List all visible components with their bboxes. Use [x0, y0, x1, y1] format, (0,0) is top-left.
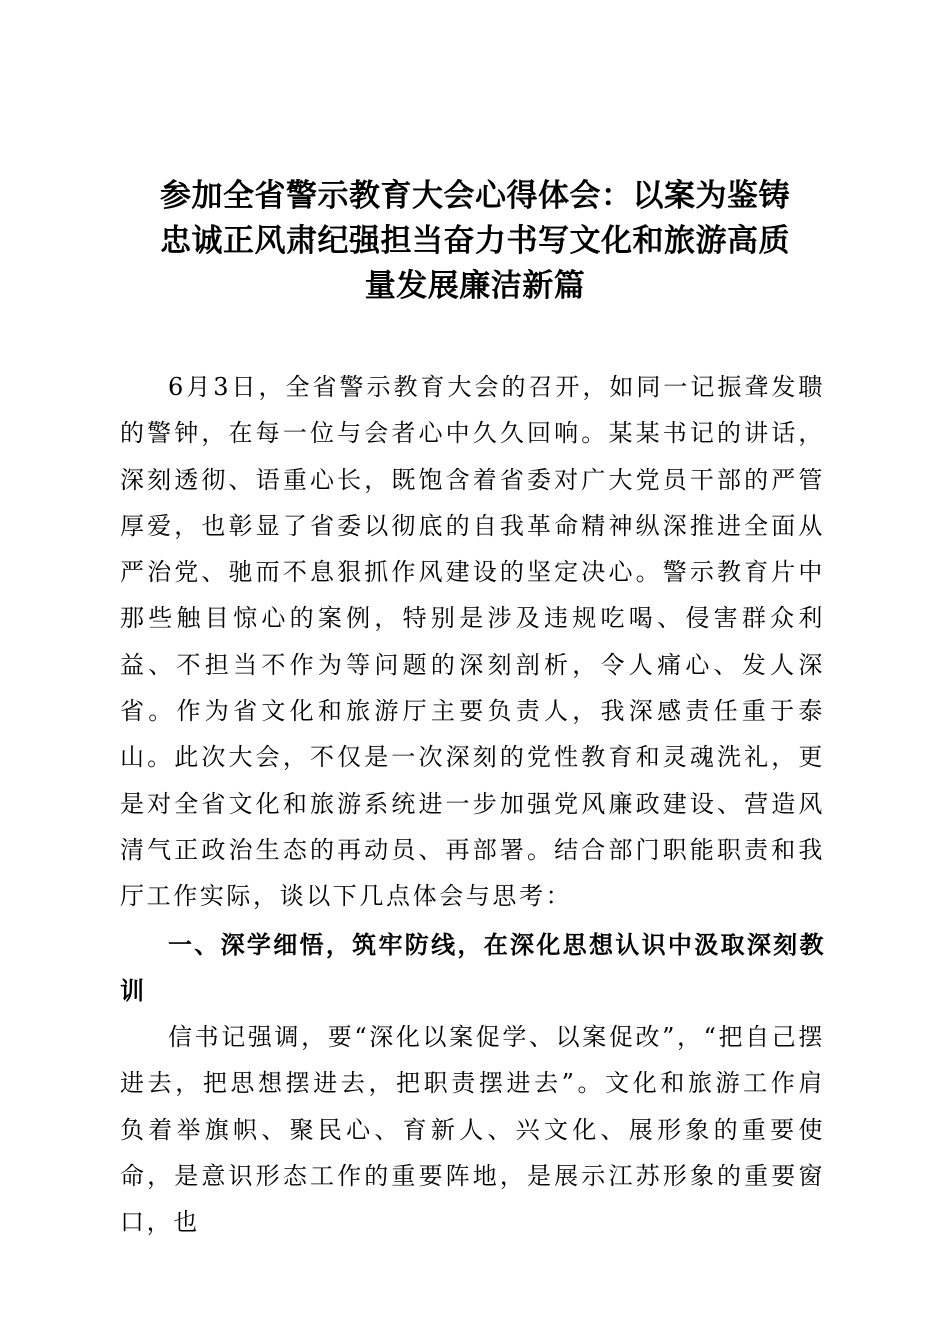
document-body — [120, 364, 825, 1246]
title-line-3: 量发展廉洁新篇 — [364, 268, 586, 304]
section-heading-1: 一、深学细悟，筑牢防线，在深化思想认识中汲取深刻教训 — [120, 930, 825, 1005]
title-line-1: 参加全省警示教育大会心得体会：以案为鉴铸 — [160, 178, 790, 214]
title-line-2: 忠诚正风肃纪强担当奋力书写文化和旅游高质 — [160, 223, 790, 259]
document-title — [105, 174, 845, 309]
section-1-paragraph: 信书记强调，要“深化以案促学、以案促改”，“把自己摆进去，把思想摆进去，把职责摆进去”。文化和旅游工作肩负着举旗帜、聚民心、育新人、兴文化、展形象的重要使命，是意识形态工作的重要阵地，是展示江苏形象的重要窗口，也 — [120, 1023, 825, 1237]
intro-paragraph: 6月3日，全省警示教育大会的召开，如同一记振聋发聩的警钟，在每一位与会者心中久久回响。某某书记的讲话，深刻透彻、语重心长，既饱含着省委对广大党员干部的严管厚爱，也彰显了省委以彻底的自我革命精神纵深推进全面从严治党、驰而不息狠抓作风建设的坚定决心。警示教育片中那些触目惊心的案例，特别是涉及违规吃喝、侵害群众利益、不担当不作为等问题的深刻剖析，令人痛心、发人深省。作为省文化和旅游厅主要负责人，我深感责任重于泰山。此次大会，不仅是一次深刻的党性教育和灵魂洗礼，更是对全省文化和旅游系统进一步加强党风廉政建设、营造风清气正政治生态的再动员、再部署。结合部门职能职责和我厅工作实际，谈以下几点体会与思考： — [120, 373, 825, 911]
